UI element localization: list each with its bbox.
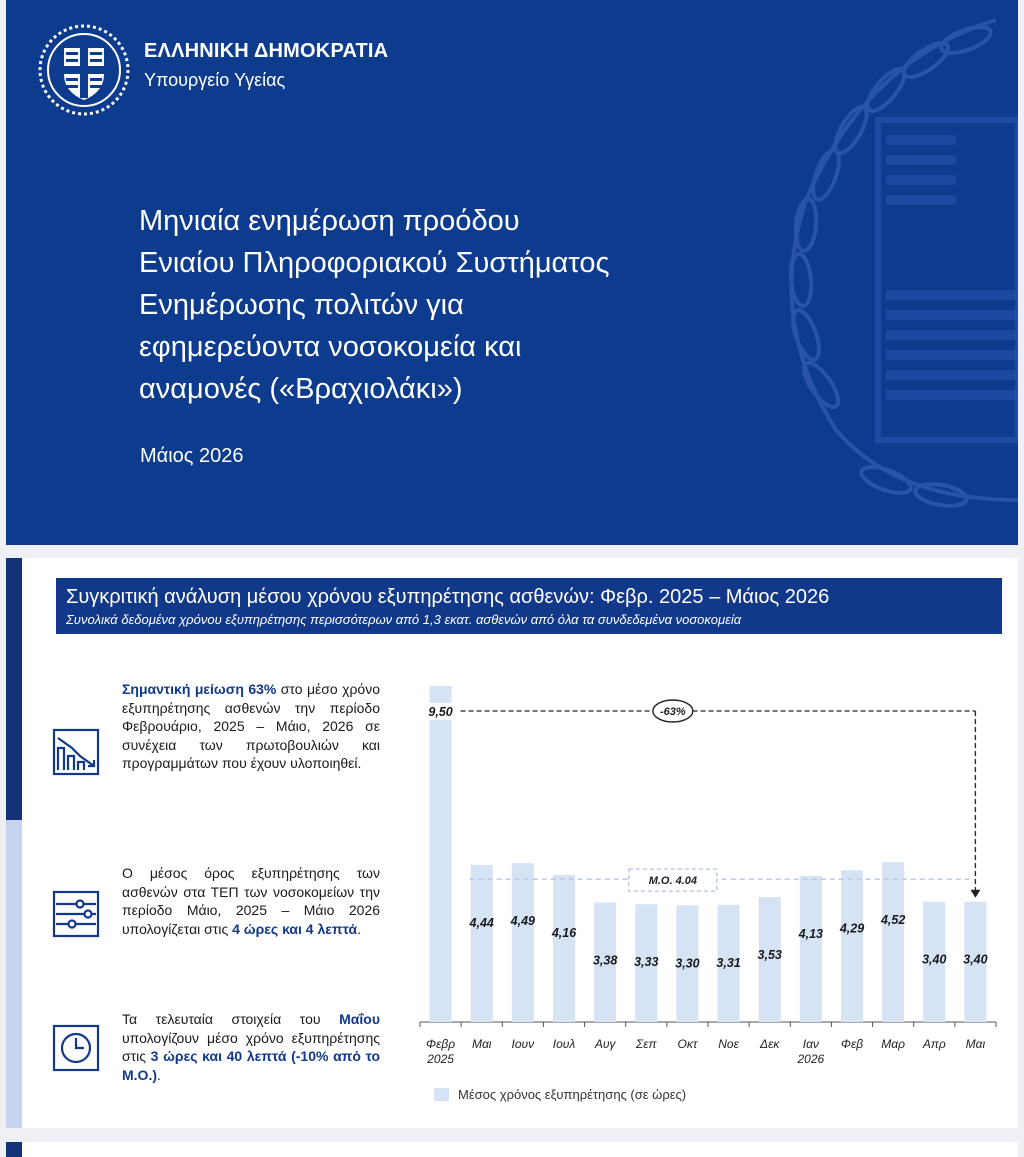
clock-icon bbox=[50, 1022, 102, 1074]
cover-title-line: Ενιαίου Πληροφοριακού Συστήματος bbox=[139, 247, 610, 279]
x-tick-label: Νοε bbox=[718, 1037, 739, 1051]
data-label: 4,44 bbox=[469, 915, 494, 930]
next-slide-edge bbox=[6, 1142, 1018, 1157]
legend-label: Μέσος χρόνος εξυπηρέτησης (σε ώρες) bbox=[458, 1087, 687, 1102]
x-tick-label: Δεκ bbox=[760, 1037, 780, 1051]
change-label: -63% bbox=[660, 706, 686, 718]
declining-chart-icon bbox=[50, 726, 102, 778]
data-label: 4,16 bbox=[551, 925, 577, 940]
x-tick-label: Οκτ bbox=[677, 1037, 698, 1051]
data-label: 4,13 bbox=[798, 926, 824, 941]
key-point-highlight: Μαΐου bbox=[339, 1011, 380, 1027]
x-tick-label: 2025 bbox=[427, 1052, 454, 1066]
key-point-text: υπολογίζουν μέσο χρόνο εξυπηρέτησης στις bbox=[122, 1029, 380, 1064]
banner-subtitle: Συνολικά δεδομένα χρόνου εξυπηρέτησης περισσότερων από 1,3 εκατ. ασθενών από όλα τα συνδεδεμένα νοσοκομεία bbox=[66, 612, 742, 627]
cover-title-line: Ενημέρωσης πολιτών για bbox=[139, 289, 464, 321]
data-label: 4,29 bbox=[839, 921, 865, 936]
x-tick-label: Ιουλ bbox=[552, 1037, 576, 1051]
data-label: 3,33 bbox=[634, 955, 659, 970]
ministry-name: Υπουργείο Υγείας bbox=[144, 70, 286, 90]
chart-bar bbox=[512, 863, 534, 1022]
sliders-icon bbox=[50, 888, 102, 940]
banner-title: Συγκριτική ανάλυση μέσου χρόνου εξυπηρέτησης ασθενών: Φεβρ. 2025 – Μάιος 2026 bbox=[66, 586, 830, 608]
x-tick-label: Μαι bbox=[965, 1037, 986, 1051]
x-tick-label: Φεβ bbox=[840, 1037, 864, 1051]
analysis-slide bbox=[6, 558, 1018, 1128]
data-label: 3,40 bbox=[963, 952, 988, 967]
key-point-text: στο μέσο χρόνο εξυπηρέτησης ασθενών την περίοδο Φεβρουάριο, 2025 – Μάιο, 2026 σε συνέχεια των πρωτοβουλιών και προγραμμάτων που έχουν υλοποιηθεί. bbox=[122, 681, 381, 771]
data-label: 3,38 bbox=[592, 953, 618, 968]
x-tick-label: Μαι bbox=[471, 1037, 492, 1051]
chart-bar bbox=[841, 870, 863, 1022]
key-point-3 bbox=[122, 1010, 380, 1084]
x-tick-label: Αυγ bbox=[594, 1037, 616, 1051]
cover-title-line: αναμονές («Βραχιολάκι») bbox=[139, 373, 463, 405]
cover-date: Μάιος 2026 bbox=[140, 445, 244, 467]
legend-swatch bbox=[434, 1088, 449, 1101]
cover-title-line: εφημερεύοντα νοσοκομεία και bbox=[139, 331, 522, 363]
key-point-text: Ο μέσος όρος εξυπηρέτησης των ασθενών στα ΤΕΠ των νοσοκομείων την περίοδο Μάιο, 2025 – Μάιο 2026 υπολογίζεται στις bbox=[122, 865, 380, 937]
data-label: 9,50 bbox=[428, 705, 453, 719]
accent-bar-light bbox=[6, 820, 22, 1128]
x-tick-label: Μαρ bbox=[881, 1037, 906, 1051]
chart-bar bbox=[553, 875, 575, 1022]
data-label: 3,30 bbox=[675, 956, 700, 971]
key-point-text: Τα τελευταία στοιχεία του bbox=[122, 1011, 340, 1027]
key-point-2 bbox=[122, 864, 380, 938]
data-label: 3,53 bbox=[757, 948, 782, 963]
key-point-highlight: 3 ώρες και 40 λεπτά (-10% από το Μ.Ο.) bbox=[122, 1048, 380, 1083]
change-arrowhead bbox=[970, 890, 980, 898]
chart-bar bbox=[882, 862, 904, 1022]
x-tick-label: Φεβρ bbox=[426, 1037, 456, 1051]
x-tick-label: Σεπ bbox=[636, 1037, 657, 1051]
cover-slide bbox=[6, 0, 1018, 545]
cover-title-line: Μηνιαία ενημέρωση προόδου bbox=[139, 205, 520, 237]
data-label: 3,40 bbox=[922, 952, 947, 967]
accent-bar-dark bbox=[6, 558, 22, 820]
x-tick-label: Ιαν bbox=[802, 1037, 819, 1051]
chart-bar bbox=[800, 876, 822, 1022]
key-point-highlight: 4 ώρες και 4 λεπτά bbox=[232, 920, 358, 937]
data-label: 3,31 bbox=[716, 955, 741, 970]
key-point-tail: . bbox=[157, 1066, 161, 1083]
chart-bar bbox=[471, 865, 493, 1022]
key-point-1 bbox=[122, 680, 380, 773]
org-name: ΕΛΛΗΝΙΚΗ ΔΗΜΟΚΡΑΤΙΑ bbox=[144, 40, 389, 62]
accent-bar-dark bbox=[6, 1142, 22, 1157]
laurel-wreath-watermark bbox=[746, 0, 1018, 545]
x-tick-label: 2026 bbox=[797, 1052, 825, 1066]
x-tick-label: Ιουν bbox=[511, 1037, 535, 1051]
data-label: 4,49 bbox=[510, 914, 536, 929]
data-label: 4,52 bbox=[880, 913, 906, 928]
chart-bar bbox=[430, 686, 452, 1022]
cover-title bbox=[139, 200, 779, 410]
key-point-tail: . bbox=[357, 920, 361, 937]
greek-coat-of-arms-icon bbox=[36, 22, 132, 118]
average-label: Μ.Ο. 4.04 bbox=[648, 875, 698, 888]
service-time-bar-chart bbox=[408, 666, 1008, 1116]
section-banner bbox=[56, 578, 1002, 634]
x-tick-label: Απρ bbox=[922, 1037, 946, 1051]
key-point-highlight: Σημαντική μείωση 63% bbox=[122, 681, 277, 697]
